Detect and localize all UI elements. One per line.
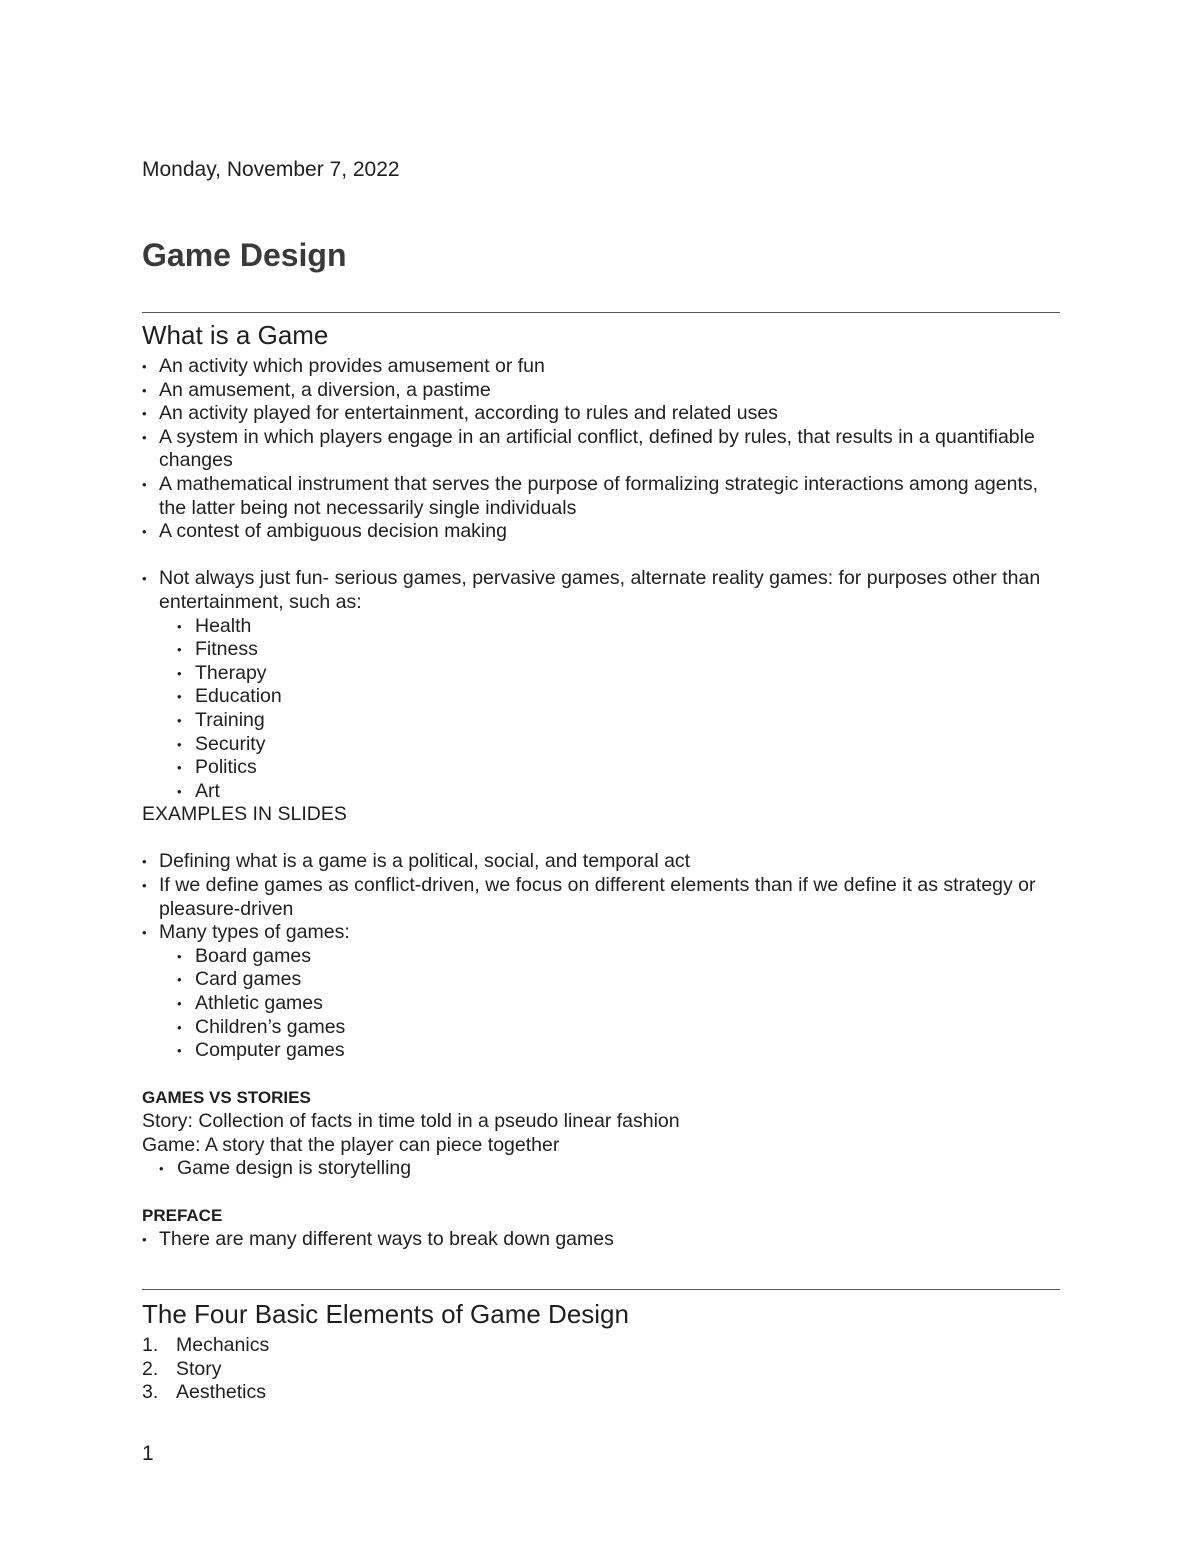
list-item: • An activity played for entertainment, according to rules and related uses [142,402,1060,426]
list-item [142,1334,1060,1358]
types-list [177,945,1060,1063]
list-item: • Children’s games [177,1016,1060,1040]
section-four-elements [142,1296,1060,1405]
list-item: • A contest of ambiguous decision making [142,520,1060,544]
spacer [142,544,1060,568]
list-item [142,1381,1060,1405]
list-item: • An activity which provides amusement or fun [142,355,1060,379]
list-number: 1. [142,1334,159,1356]
list-item: • Security [177,733,1060,757]
list-text: Story [176,1357,222,1380]
section-what-is-a-game [142,317,1060,1252]
page-number: 1 [142,1442,154,1465]
list-item: • Computer games [177,1039,1060,1063]
list-item: • An amusement, a diversion, a pastime [142,379,1060,403]
list-item: • Education [177,685,1060,709]
list-item: • Game design is storytelling [159,1157,1060,1181]
section-divider [142,1289,1060,1290]
games-vs-stories-label: GAMES VS STORIES [142,1088,311,1108]
list-item: • There are many different ways to break down games [142,1228,1060,1252]
examples-note: EXAMPLES IN SLIDES [142,803,347,826]
page-title: Game Design [142,237,347,273]
section-divider [142,312,1060,313]
list-item: • Training [177,709,1060,733]
spacer [142,827,1060,851]
preface-list [142,1228,1060,1252]
list-item: • If we define games as conflict-driven, we focus on different elements than if we define it as strategy or pleasure-driven [142,874,1060,921]
game-definition: Game: A story that the player can piece together [142,1133,560,1156]
spacer [142,1063,1060,1087]
list-item: • Therapy [177,662,1060,686]
preface-label: PREFACE [142,1206,223,1226]
not-always-list [142,567,1060,614]
section-heading: What is a Game [142,320,329,350]
defining-list [142,850,1060,944]
definitions-list [142,355,1060,544]
list-item: • Card games [177,968,1060,992]
list-item: • Athletic games [177,992,1060,1016]
list-item: • Art [177,780,1060,804]
spacer [142,1181,1060,1205]
list-item: • Board games [177,945,1060,969]
list-item: • A system in which players engage in an artificial conflict, defined by rules, that results in a quantifiable changes [142,426,1060,473]
list-number: 2. [142,1357,159,1380]
storytelling-list [159,1157,1060,1181]
story-definition: Story: Collection of facts in time told in a pseudo linear fashion [142,1110,680,1132]
list-text: Aesthetics [176,1381,266,1404]
purposes-list [177,615,1060,804]
list-item: • A mathematical instrument that serves the purpose of formalizing strategic interactions among agents, the latter being not necessarily single individuals [142,473,1060,520]
section-heading: The Four Basic Elements of Game Design [142,1299,629,1329]
document-date: Monday, November 7, 2022 [142,158,400,181]
list-number: 3. [142,1381,159,1404]
list-text: Mechanics [176,1334,270,1356]
list-item [142,1358,1060,1382]
list-item: • Politics [177,756,1060,780]
list-item: • Defining what is a game is a political, social, and temporal act [142,850,1060,874]
list-item: • Fitness [177,638,1060,662]
elements-list [142,1334,1060,1405]
list-item: • Not always just fun- serious games, pervasive games, alternate reality games: for purposes other than entertainment, such as: [142,567,1060,614]
list-item: • Many types of games: [142,921,1060,945]
list-item: • Health [177,615,1060,639]
